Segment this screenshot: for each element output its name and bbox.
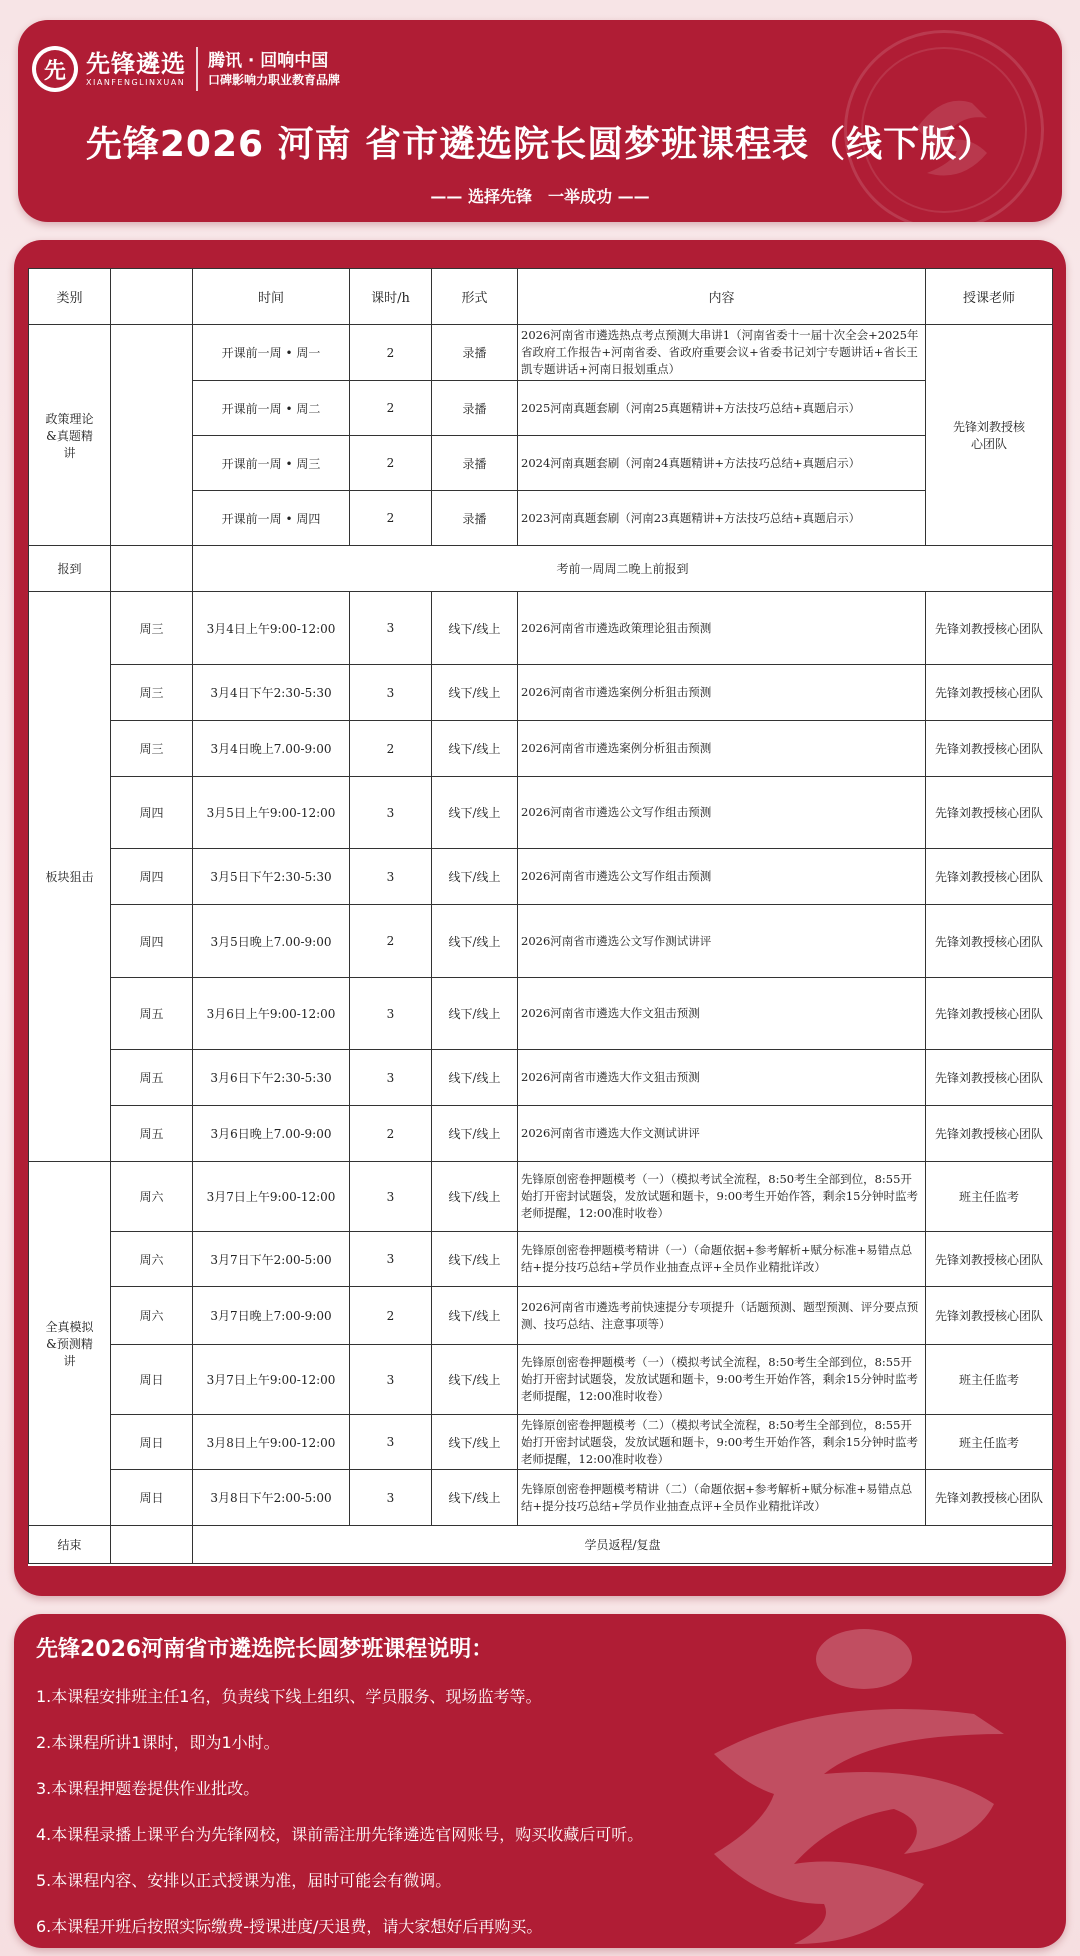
time-cell: 3月5日上午9:00-12:00 [193,777,350,849]
hours-cell: 3 [350,849,432,905]
teacher-cell: 班主任监考 [926,1162,1053,1232]
teacher-cell: 先锋刘教授核心团队 [926,849,1053,905]
col-header-time: 时间 [193,269,350,325]
time-cell: 开课前一周 • 周三 [193,436,350,491]
schedule-table-sheet [28,268,1052,1566]
hours-cell: 3 [350,1470,432,1526]
hours-cell: 3 [350,592,432,665]
content-cell: 先锋原创密卷押题模考（一）（模拟考试全流程，8:50考生全部到位，8:55开始打开密封试题袋，发放试题和题卡，9:00考生开始作答，剩余15分钟时监考老师提醒，12:00准时收卷） [518,1162,926,1232]
content-cell: 2026河南省市遴选热点考点预测大串讲1（河南省委十一届十次全会+2025年省政府工作报告+河南省委、省政府重要会议+省委书记刘宁专题讲话+省长王凯专题讲话+河南日报划重点） [518,325,926,381]
content-cell: 先锋原创密卷押题模考（一）（模拟考试全流程，8:50考生全部到位，8:55开始打开密封试题袋，发放试题和题卡，9:00考生开始作答，剩余15分钟时监考老师提醒，12:00准时收卷） [518,1345,926,1415]
brand-name: 先锋遴选 [86,49,186,78]
time-cell: 3月8日下午2:00-5:00 [193,1470,350,1526]
form-cell: 线下/线上 [432,1162,518,1232]
hours-cell: 2 [350,905,432,978]
hours-cell: 2 [350,381,432,436]
runner-logo-icon [674,1614,1054,1948]
end-text: 学员返程/复盘 [193,1526,1053,1564]
form-cell: 线下/线上 [432,1106,518,1162]
time-cell: 3月7日上午9:00-12:00 [193,1345,350,1415]
teacher-policy: 先锋刘教授核心团队 [926,325,1053,546]
hours-cell: 2 [350,491,432,546]
time-cell: 3月4日晚上7.00-9:00 [193,721,350,777]
category-policy: 政策理论&真题精讲 [29,325,111,546]
content-cell: 先锋原创密卷押题模考精讲（二）（命题依据+参考解析+赋分标准+易错点总结+提分技巧总结+学员作业抽查点评+全员作业精批详改） [518,1470,926,1526]
partner-logo-text: 腾讯 · 回响中国 [208,51,329,71]
teacher-cell: 先锋刘教授核心团队 [926,777,1053,849]
form-cell: 线下/线上 [432,905,518,978]
day-cell: 周日 [111,1470,193,1526]
time-cell: 3月6日下午2:30-5:30 [193,1050,350,1106]
brand-logo-icon [32,46,78,92]
time-cell: 3月6日上午9:00-12:00 [193,978,350,1050]
teacher-cell: 班主任监考 [926,1415,1053,1470]
hours-cell: 3 [350,978,432,1050]
time-cell: 3月5日晚上7.00-9:00 [193,905,350,978]
teacher-cell: 先锋刘教授核心团队 [926,665,1053,721]
day-cell-empty [111,325,193,546]
slogan: —— 选择先锋 一举成功 —— [430,187,650,206]
table-row-checkin [29,546,1053,592]
content-cell: 2026河南省市遴选公文写作组击预测 [518,849,926,905]
col-header-teacher: 授课老师 [926,269,1053,325]
time-cell: 3月7日晚上7:00-9:00 [193,1287,350,1345]
hours-cell: 2 [350,436,432,491]
day-cell: 周六 [111,1162,193,1232]
content-cell: 2026河南省市遴选大作文狙击预测 [518,978,926,1050]
content-cell: 2026河南省市遴选政策理论狙击预测 [518,592,926,665]
form-cell: 线下/线上 [432,1232,518,1287]
hours-cell: 3 [350,1162,432,1232]
time-cell: 3月8日上午9:00-12:00 [193,1415,350,1470]
form-cell: 线下/线上 [432,849,518,905]
teacher-cell: 班主任监考 [926,1345,1053,1415]
hours-cell: 3 [350,1345,432,1415]
schedule-table [28,268,1053,1564]
form-cell: 线下/线上 [432,978,518,1050]
content-cell: 2026河南省市遴选公文写作测试讲评 [518,905,926,978]
table-row [29,1345,1053,1415]
day-cell: 周六 [111,1287,193,1345]
hours-cell: 3 [350,777,432,849]
time-cell: 3月6日晚上7.00-9:00 [193,1106,350,1162]
category-checkin: 报到 [29,546,111,592]
day-cell-empty [111,546,193,592]
day-cell: 周三 [111,592,193,665]
time-cell: 3月7日上午9:00-12:00 [193,1162,350,1232]
form-cell: 录播 [432,381,518,436]
day-cell: 周四 [111,777,193,849]
teacher-cell: 先锋刘教授核心团队 [926,1470,1053,1526]
day-cell: 周五 [111,1106,193,1162]
table-row-end [29,1526,1053,1564]
note-item: 1.本课程安排班主任1名，负责线下线上组织、学员服务、现场监考等。 [36,1687,542,1706]
time-cell: 3月4日下午2:30-5:30 [193,665,350,721]
time-cell: 开课前一周 • 周一 [193,325,350,381]
content-cell: 2026河南省市遴选大作文狙击预测 [518,1050,926,1106]
time-cell: 开课前一周 • 周二 [193,381,350,436]
teacher-cell: 先锋刘教授核心团队 [926,1050,1053,1106]
table-row [29,325,1053,381]
col-header-form: 形式 [432,269,518,325]
hours-cell: 3 [350,1232,432,1287]
form-cell: 线下/线上 [432,592,518,665]
notes-title: 先锋2026河南省市遴选院长圆梦班课程说明： [36,1637,494,1662]
time-cell: 3月4日上午9:00-12:00 [193,592,350,665]
time-cell: 3月7日下午2:00-5:00 [193,1232,350,1287]
day-cell: 周三 [111,665,193,721]
teacher-cell: 先锋刘教授核心团队 [926,592,1053,665]
table-row [29,1106,1053,1162]
content-cell: 2026河南省市遴选公文写作组击预测 [518,777,926,849]
col-header-hours: 课时/h [350,269,432,325]
note-item: 6.本课程开班后按照实际缴费-授课进度/天退费，请大家想好后再购买。 [36,1917,543,1936]
table-row [29,978,1053,1050]
table-row [29,1470,1053,1526]
hours-cell: 2 [350,1287,432,1345]
form-cell: 线下/线上 [432,1415,518,1470]
content-cell: 2026河南省市遴选考前快速提分专项提升（话题预测、题型预测、评分要点预测、技巧总结、注意事项等） [518,1287,926,1345]
divider [196,47,198,91]
content-cell: 2026河南省市遴选案例分析狙击预测 [518,721,926,777]
category-module: 板块狙击 [29,592,111,1162]
brand-logo [32,46,340,92]
teacher-cell: 先锋刘教授核心团队 [926,1287,1053,1345]
form-cell: 线下/线上 [432,1287,518,1345]
table-row [29,849,1053,905]
schedule-card [14,240,1066,1596]
form-cell: 录播 [432,436,518,491]
table-row [29,1162,1053,1232]
day-cell: 周六 [111,1232,193,1287]
form-cell: 线下/线上 [432,1345,518,1415]
note-item: 3.本课程押题卷提供作业批改。 [36,1779,260,1798]
hours-cell: 3 [350,1050,432,1106]
content-cell: 先锋原创密卷押题模考精讲（一）（命题依据+参考解析+赋分标准+易错点总结+提分技巧总结+学员作业抽查点评+全员作业精批详改） [518,1232,926,1287]
time-cell: 3月5日下午2:30-5:30 [193,849,350,905]
col-header-day [111,269,193,325]
form-cell: 线下/线上 [432,1050,518,1106]
day-cell: 周三 [111,721,193,777]
brand-name-en: XIANFENGLINXUAN [86,78,186,87]
table-header-row [29,269,1053,325]
teacher-cell: 先锋刘教授核心团队 [926,905,1053,978]
col-header-category: 类别 [29,269,111,325]
time-cell: 开课前一周 • 周四 [193,491,350,546]
logo-glyph: 先 [43,58,66,84]
day-cell: 周五 [111,1050,193,1106]
table-row [29,665,1053,721]
day-cell-empty [111,1526,193,1564]
partner-tagline: 口碑影响力职业教育品牌 [208,73,341,87]
day-cell: 周日 [111,1345,193,1415]
day-cell: 周四 [111,905,193,978]
teacher-cell: 先锋刘教授核心团队 [926,721,1053,777]
table-row [29,1232,1053,1287]
day-cell: 周五 [111,978,193,1050]
table-row [29,905,1053,978]
table-row [29,592,1053,665]
teacher-cell: 先锋刘教授核心团队 [926,978,1053,1050]
table-row [29,1287,1053,1345]
teacher-cell: 先锋刘教授核心团队 [926,1232,1053,1287]
table-row [29,1415,1053,1470]
hours-cell: 2 [350,721,432,777]
table-row [29,777,1053,849]
content-cell: 2025河南真题套刷（河南25真题精讲+方法技巧总结+真题启示） [518,381,926,436]
category-end: 结束 [29,1526,111,1564]
day-cell: 周四 [111,849,193,905]
col-header-content: 内容 [518,269,926,325]
header-banner [18,20,1062,222]
note-item: 4.本课程录播上课平台为先锋网校，课前需注册先锋遴选官网账号，购买收藏后可听。 [36,1825,644,1844]
note-item: 2.本课程所讲1课时，即为1小时。 [36,1733,280,1752]
form-cell: 线下/线上 [432,665,518,721]
form-cell: 线下/线上 [432,1470,518,1526]
form-cell: 线下/线上 [432,721,518,777]
hours-cell: 2 [350,1106,432,1162]
content-cell: 2026河南省市遴选案例分析狙击预测 [518,665,926,721]
table-row [29,721,1053,777]
content-cell: 先锋原创密卷押题模考（二）（模拟考试全流程，8:50考生全部到位，8:55开始打开密封试题袋，发放试题和题卡，9:00考生开始作答，剩余15分钟时监考老师提醒，12:00准时收卷） [518,1415,926,1470]
content-cell: 2023河南真题套刷（河南23真题精讲+方法技巧总结+真题启示） [518,491,926,546]
day-cell: 周日 [111,1415,193,1470]
table-row [29,1050,1053,1106]
hours-cell: 3 [350,1415,432,1470]
form-cell: 录播 [432,491,518,546]
teacher-cell: 先锋刘教授核心团队 [926,1106,1053,1162]
hours-cell: 3 [350,665,432,721]
form-cell: 线下/线上 [432,777,518,849]
form-cell: 录播 [432,325,518,381]
page-title: 先锋2026 河南 省市遴选院长圆梦班课程表（线下版） [85,124,995,165]
content-cell: 2026河南省市遴选大作文测试讲评 [518,1106,926,1162]
content-cell: 2024河南真题套刷（河南24真题精讲+方法技巧总结+真题启示） [518,436,926,491]
notes-card [14,1614,1066,1948]
hours-cell: 2 [350,325,432,381]
checkin-text: 考前一周周二晚上前报到 [193,546,1053,592]
note-item: 5.本课程内容、安排以正式授课为准，届时可能会有微调。 [36,1871,452,1890]
category-mock: 全真模拟&预测精讲 [29,1162,111,1526]
